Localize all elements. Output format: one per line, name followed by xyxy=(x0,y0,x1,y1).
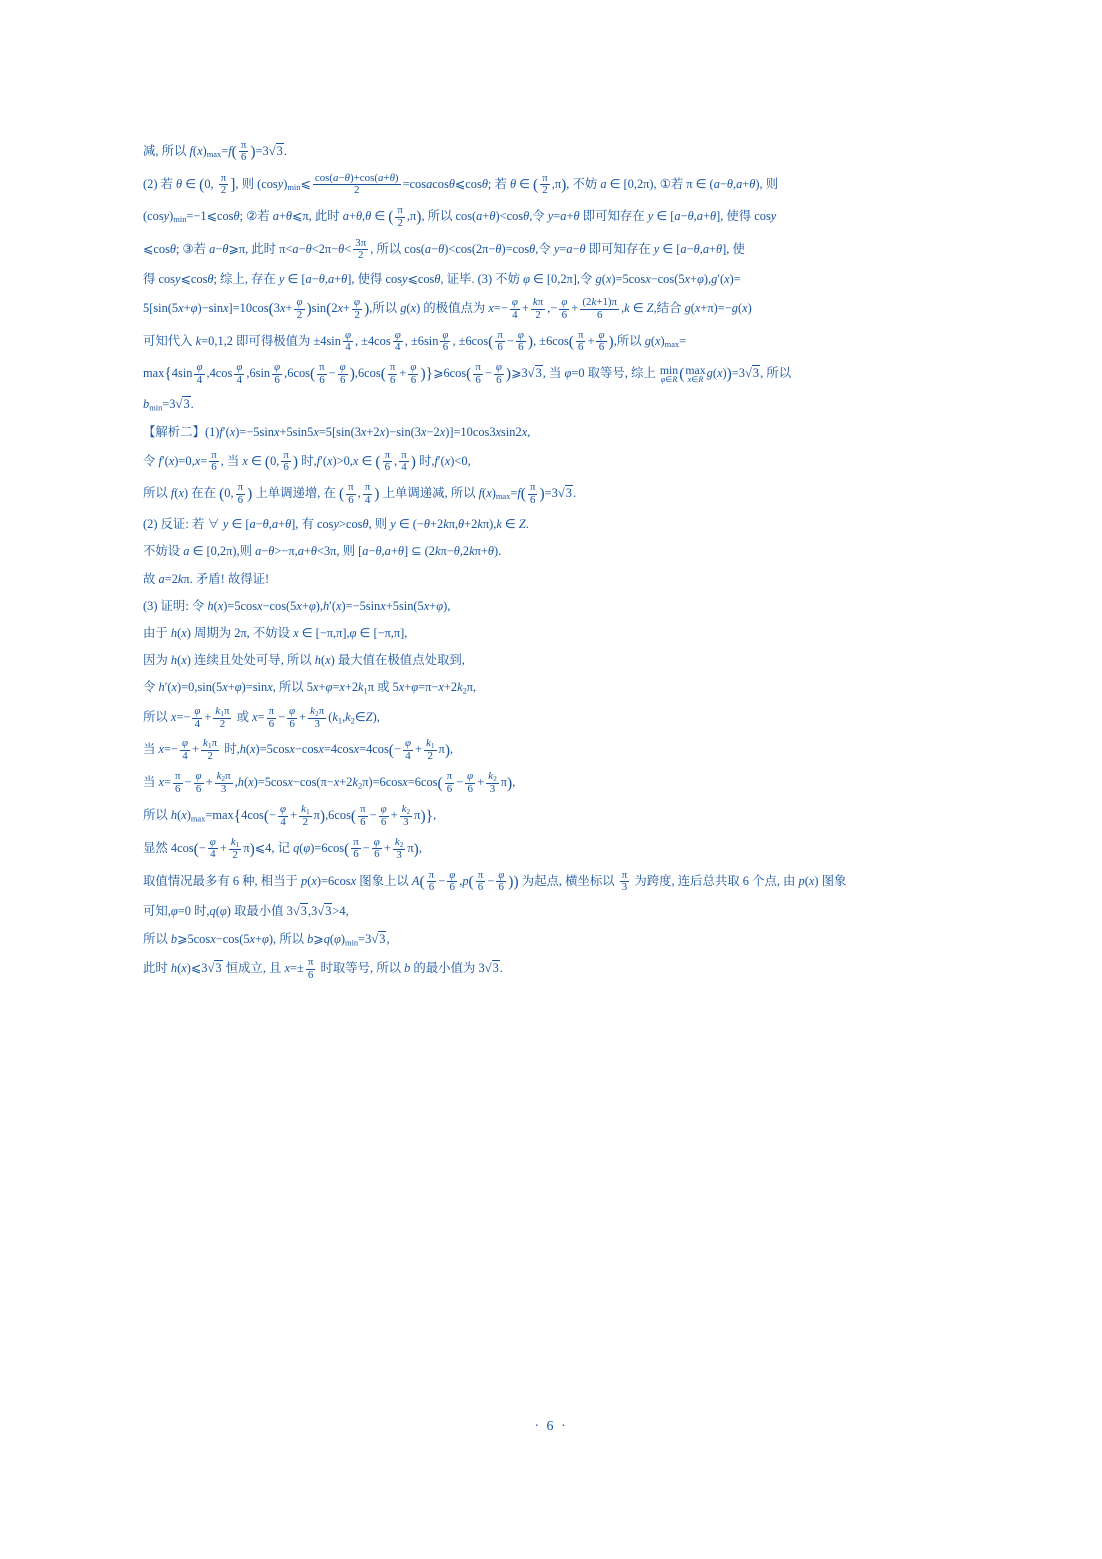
text-line: 当 x= $\frac{\pi}{6}$ − $\frac{\varphi}{6}$ + $\frac{k_2\pi}{3}$ $,h(x)=5\cos x-\cos(\pi-x+2k_2\pi)=6\cos x=6\cos$( $\frac{\pi}{6}$ − $\frac{\varphi}{6}$ + $\frac{k_2}{3}$ π), xyxy=(143,770,516,795)
text-line: $b_{min}=3√3$. xyxy=(143,397,194,413)
text-line: 所以 $h(x)_{max}=\max\{4\cos(-$ $\frac{\varphi}{4}$ + $\frac{k_1}{2}$ π),6cos( $\frac{\pi}{6}$ − $\frac{\varphi}{6}$ + $\frac{k_2}{3}$ π)}, xyxy=(143,802,437,828)
text-line: 当 x=− $\frac{\varphi}{4}$ + $\frac{k_1\pi}{2}$ 时,h(x)=5cosx−cosx=4cosx=4cos(− $\frac{\varphi}{4}$ + $\frac{k_1}{2}$ π), xyxy=(143,737,454,763)
text-line: (3) 证明: 令 h(x)=5cosx−cos(5x+φ),h′(x)=−5sinx+5sin(5x+φ), xyxy=(143,598,451,613)
text-line: 不妨设 a ∈ [0,2π),则 a−θ>−π,a+θ<3π, 则 [a−θ,a+θ] ⊆ (2kπ−θ,2kπ+θ). xyxy=(143,544,502,559)
page-number: · 6 · xyxy=(534,1419,568,1434)
text-line: 得 cosy⩽cosθ; 综上, 存在 y ∈ [a−θ,a+θ], 使得 cosy⩽cosθ, 证毕. (3) 不妨 φ ∈ [0,2π],令 g(x)=5cosx−cos(5x+φ),g′(x)= xyxy=(143,271,741,286)
text-line: $(\cos y)_{min}=-1⩽\cos\theta$; ②若 a+θ⩽π, 此时 a+θ,θ ∈ ( $\frac{\pi}{2}$ ,π), 所以 cos(a+θ)<cosθ,令 y=a+θ 即可知存在 y ∈ [a−θ,a+θ], 使得 cosy xyxy=(143,204,777,229)
text-line: 【解析二】(1)f′(x)=−5sinx+5sin5x=5[sin(3x+2x)−sin(3x−2x)]=10cos3xsin2x, xyxy=(143,424,531,439)
text-line: 所以 f(x) 在在 (0, $\frac{\pi}{6}$ ) 上单调递增, 在 ( $\frac{\pi}{6}$ , $\frac{\pi}{4}$ ) 上单调递减, 所以 $f(x)_{max}=f$( $\frac{\pi}{6}$ )=3√3. xyxy=(143,481,577,506)
text-line: 可知,φ=0 时,q(φ) 取最小值 3√3,3√3>4, xyxy=(143,904,349,919)
text-line: 令 h′(x)=0,sin(5x+φ)=sinx, 所以 $5x+\varphi=x+2k_1\pi$ 或 $5x+\varphi=\pi-x+2k_2\pi$, xyxy=(143,680,477,696)
text-line: 所以 b⩾5cosx−cos(5x+φ), 所以 $b⩾q(\varphi)_{min}=3√3$, xyxy=(143,931,390,948)
text-line: 5[sin(5x+φ)−sinx]=10cos(3x+ $\frac{\varphi}{2}$ )sin(2x+ $\frac{\varphi}{2}$ ),所以 g(x) 的极值点为 x=− $\frac{\varphi}{4}$ + $\frac{k\pi}{2}$ ,− $\frac{\varphi}{6}$ + $\frac{(2k+1)\pi}{6}$ ,k ∈ Z,结合 g(x+π)=−g(x) xyxy=(143,296,752,321)
text-line: 故 a=2kπ. 矛盾! 故得证! xyxy=(143,571,270,586)
text-line: (2) 反证: 若 ∀ y ∈ [a−θ,a+θ], 有 cosy>cosθ, 则 y ∈ (−θ+2kπ,θ+2kπ),k ∈ Z. xyxy=(143,517,529,532)
text-line: 显然 4cos(− $\frac{\varphi}{4}$ + $\frac{k_1}{2}$ π)⩽4, 记 q(φ)=6cos( $\frac{\pi}{6}$ − $\frac{\varphi}{6}$ + $\frac{k_2}{3}$ π), xyxy=(143,835,422,861)
text-line: 因为 h(x) 连续且处处可导, 所以 h(x) 最大值在极值点处取到, xyxy=(143,653,465,668)
text-line: 所以 x=− $\frac{\varphi}{4}$ + $\frac{k_1\pi}{2}$ 或 x= $\frac{\pi}{6}$ − $\frac{\varphi}{6}$ + $\frac{k_2\pi}{3}$ $(k_1,k_2\in Z)$, xyxy=(143,704,380,730)
text-line: max{4sin $\frac{\varphi}{4}$ ,4cos $\frac{\varphi}{4}$ ,6sin $\frac{\varphi}{6}$ ,6cos( $\frac{\pi}{6}$ − $\frac{\varphi}{6}$ ),6cos( $\frac{\pi}{6}$ + $\frac{\varphi}{6}$ )}⩾6cos( $\frac{\pi}{6}$ − $\frac{\varphi}{6}$ )⩾3√3, 当 φ=0 取等号, 综上 min φ∈R ( max x∈R g(x))=3√3, 所以 xyxy=(143,361,792,386)
text-line: 令 f′(x)=0,x= $\frac{\pi}{6}$ , 当 x ∈ (0, $\frac{\pi}{6}$ ) 时,f′(x)>0,x ∈ ( $\frac{\pi}{6}$ , $\frac{\pi}{4}$ ) 时,f′(x)<0, xyxy=(143,448,471,474)
text-line: ⩽cosθ; ③若 a−θ⩾π, 此时 π<a−θ<2π−θ< $\frac{3\pi}{2}$ , 所以 cos(a−θ)<cos(2π−θ)=cosθ,令 y=a−θ 即可知存在 y ∈ [a−θ,a+θ], 使 xyxy=(143,236,745,262)
text-line: 取值情况最多有 6 种, 相当于 p(x)=6cosx 图象上以 A( $\frac{\pi}{6}$ − $\frac{\varphi}{6}$ ,p( $\frac{\pi}{6}$ − $\frac{\varphi}{6}$ )) 为起点, 横坐标以 $\frac{\pi}{3}$ 为跨度, 连后总共取 6 个点, 由 p(x) 图象 xyxy=(143,868,847,894)
text-line: 减, 所以 $f(x)_{max}=f$( $\frac{\pi}{6}$ )=3√3. xyxy=(143,139,287,164)
solution-body xyxy=(143,140,963,989)
text-line: (2) 若 θ ∈ (0, $\frac{\pi}{2}$ ], 则 $(\cos y)_{min}⩽$ $\frac{\cos(a-\theta)+\cos(a+\theta)}{2}$ =cosacosθ⩽cosθ; 若 θ ∈ ( $\frac{\pi}{2}$ ,π), 不妨 a ∈ [0,2π), ①若 π ∈ (a−θ,a+θ), 则 xyxy=(143,171,779,197)
text-line: 由于 h(x) 周期为 2π, 不妨设 x ∈ [−π,π],φ ∈ [−π,π], xyxy=(143,626,408,641)
text-line: 此时 h(x)⩽3√3 恒成立, 且 x=± $\frac{\pi}{6}$ 时取等号, 所以 b 的最小值为 3√3. xyxy=(143,956,503,981)
text-line: 可知代入 k=0,1,2 即可得极值为 ±4sin $\frac{\varphi}{4}$ , ±4cos $\frac{\varphi}{4}$ , ±6sin $\frac{\varphi}{6}$ , ±6cos( $\frac{\pi}{6}$ − $\frac{\varphi}{6}$ ), ±6cos( $\frac{\pi}{6}$ + $\frac{\varphi}{6}$ ),所以 $g(x)_{max}=$ xyxy=(143,328,687,354)
